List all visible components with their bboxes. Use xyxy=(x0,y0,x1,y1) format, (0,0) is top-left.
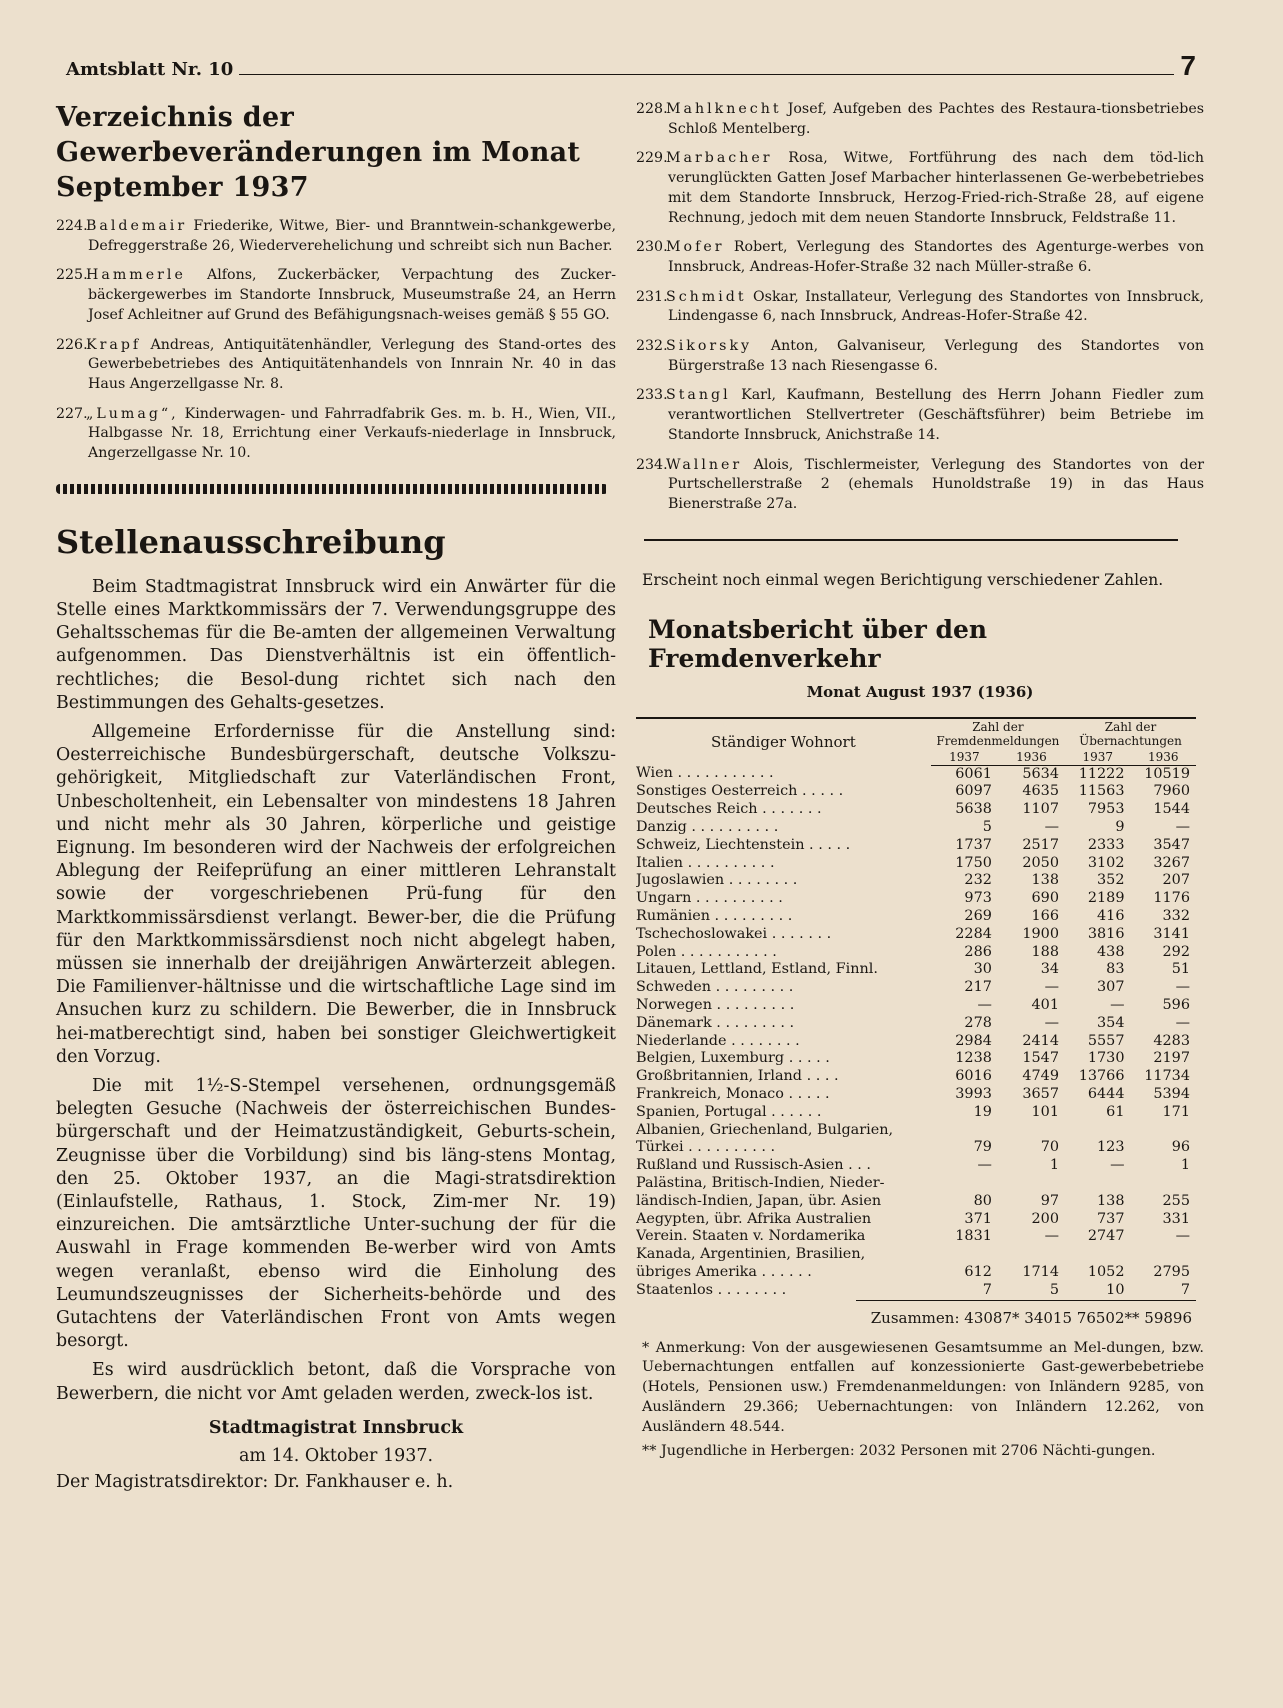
table-row xyxy=(636,1104,1196,1122)
trade-entry: 226.Krapf Andreas, Antiquitätenhändler, Verlegung des Stand-ortes des Gewerbebetriebes des Antiquitätenhandels von Innrain Nr. 40 in das Haus Angerzellgasse Nr. 8. xyxy=(56,336,616,392)
row-value: 1 xyxy=(1049,1157,1059,1174)
trade-entry: 230.Mofer Robert, Verlegung des Standortes des Agenturge-werbes von Innsbruck, Andreas-Hofer-Straße 32 nach Müller-straße 6. xyxy=(636,239,1205,275)
table-row xyxy=(636,1015,1196,1033)
row-value: 4749 xyxy=(1022,1068,1059,1085)
row-value: 5 xyxy=(1049,1281,1059,1298)
signature-org: Stadtmagistrat Innsbruck xyxy=(208,1417,464,1438)
table-row xyxy=(636,872,1196,890)
row-value: 6061 xyxy=(955,765,992,782)
row-value: 307 xyxy=(1097,979,1125,996)
row-place: Wien . . . . . . . . . . . xyxy=(636,765,774,782)
tourism-report-title: Monatsbericht über den Fremdenverkehr xyxy=(648,614,988,673)
row-value: 3993 xyxy=(955,1086,992,1102)
table-row xyxy=(636,961,1196,979)
page-header xyxy=(66,52,1196,80)
row-value: 3547 xyxy=(1153,836,1190,853)
table-row xyxy=(636,1264,1196,1282)
row-value: 7 xyxy=(1180,1281,1190,1298)
row-value xyxy=(998,1175,1065,1193)
row-value: — xyxy=(1044,819,1059,836)
table-row xyxy=(636,1211,1196,1229)
trade-entry: 231.Schmidt Oskar, Installateur, Verlegung des Standortes von Innsbruck, Lindengasse 6, nach Innsbruck, Andreas-Hofer-Straße 42. xyxy=(636,288,1205,325)
row-value: 1107 xyxy=(1022,801,1059,818)
table-row xyxy=(636,1033,1196,1051)
table-row xyxy=(636,908,1196,926)
col-year: 1937 xyxy=(931,749,998,766)
trade-changes-list-b xyxy=(636,100,1204,515)
row-value: — xyxy=(1175,1228,1190,1245)
row-place: Jugoslawien . . . . . . . . xyxy=(636,872,798,889)
row-value: 269 xyxy=(964,908,992,925)
table-row xyxy=(636,1139,1196,1157)
left-column xyxy=(56,100,616,1492)
col-year: 1936 xyxy=(1130,749,1196,766)
job-paragraph: Allgemeine Erfordernisse für die Anstellung sind: Oesterreichische Bundesbürgerschaft, deutsche Volkszu-gehörigkeit, Mitgliedschaft zur Vaterländischen Front, Unbescholtenheit, ein Lebensalter von mindestens 18 Jahren und nicht mehr als 30 Jahren, körperliche und geistige Eignung. Im besonderen wird der Nachweis der erfolgreichen Ablegung der Reifeprüfung an einer mittleren Lehranstalt sowie der vorgeschriebenen Prü-fung für den Marktkommissärsdienst verlangt. Bewer-ber, die die Prüfung für den Marktkommissärsdienst noch nicht abgelegt haben, müssen sie innerhalb der dreijährigen Anwärterzeit ablegen. Die Familienver-hältnisse und die wirtschaftliche Lage sind im Ansuchen kurz zu schildern. Die Bewerber, die in Innsbruck hei-matberechtigt sind, haben bei sonstiger Gleichwertigkeit den Vorzug. xyxy=(56,721,616,1067)
row-place: übriges Amerika . . . . . . xyxy=(636,1263,812,1280)
row-value: 11734 xyxy=(1144,1068,1190,1085)
table-row xyxy=(636,837,1196,855)
row-value: 6097 xyxy=(955,783,992,800)
row-value: 438 xyxy=(1097,943,1125,960)
row-value: 97 xyxy=(1040,1192,1059,1209)
row-value xyxy=(1130,1246,1196,1264)
trade-entry: 233.Stangl Karl, Kaufmann, Bestellung des Herrn Johann Fiedler zum verantwortlichen Stellvertreter (Geschäftsführer) beim Betriebe im Standorte Innsbruck, Anichstraße 14. xyxy=(636,387,1204,443)
total-value: 59896 xyxy=(1144,1308,1192,1327)
row-value: 9 xyxy=(1115,819,1125,836)
table-row xyxy=(636,1122,1196,1140)
row-value: 690 xyxy=(1031,890,1059,907)
publication-name: Amtsblatt Nr. 10 xyxy=(66,59,234,80)
row-value: 973 xyxy=(964,890,992,907)
row-value: 4283 xyxy=(1153,1032,1190,1049)
row-value: 5634 xyxy=(1022,765,1059,782)
row-value: 3141 xyxy=(1153,925,1190,942)
trade-entry: 227.„Lumag“, Kinderwagen- und Fahrradfabrik Ges. m. b. H., Wien, VII., Halbgasse Nr. 18, Errichtung einer Verkaufs-niederlage in Innsbruck, Angerzellgasse Nr. 10. xyxy=(56,405,616,462)
row-place: Großbritannien, Irland . . . . xyxy=(636,1068,839,1085)
row-value: 2414 xyxy=(1022,1032,1059,1049)
row-value: 2197 xyxy=(1153,1050,1190,1067)
row-place: Aegypten, übr. Afrika Australien xyxy=(636,1210,872,1227)
total-value: 43087* xyxy=(964,1308,1020,1327)
row-value: 200 xyxy=(1031,1210,1059,1227)
row-value xyxy=(998,1122,1065,1140)
row-value: 5 xyxy=(982,819,992,836)
section-divider xyxy=(56,484,608,494)
row-value: — xyxy=(1110,997,1125,1014)
table-row xyxy=(636,944,1196,962)
total-value: 34015 xyxy=(1024,1308,1072,1327)
row-value: — xyxy=(977,1157,992,1174)
table-row xyxy=(636,1246,1196,1264)
trade-entry: 234.Wallner Alois, Tischlermeister, Verlegung des Standortes von der Purtschellerstraße 2 (ehemals Hunoldstraße 19) in das Haus Bienerstraße 27a. xyxy=(636,456,1205,512)
row-value: 232 xyxy=(964,872,992,889)
row-value: 255 xyxy=(1162,1192,1190,1209)
row-value: 1052 xyxy=(1087,1263,1125,1280)
row-value: 188 xyxy=(1031,943,1059,960)
row-value: — xyxy=(1044,1014,1059,1031)
row-value: 80 xyxy=(973,1192,992,1209)
republication-note: Erscheint noch einmal wegen Berichtigung verschiedener Zahlen. xyxy=(642,570,1164,589)
row-value: 2189 xyxy=(1087,890,1125,907)
col-header-registrations: Zahl der Fremdenmeldungen xyxy=(931,718,1065,749)
row-value: 79 xyxy=(973,1139,992,1156)
table-row xyxy=(636,979,1196,997)
row-value xyxy=(1065,1122,1130,1140)
row-place: Palästina, Britisch-Indien, Nieder- xyxy=(636,1174,885,1191)
header-rule xyxy=(239,74,1174,75)
row-value: 4635 xyxy=(1022,783,1059,800)
row-value: 2284 xyxy=(955,925,992,942)
row-value: 138 xyxy=(1097,1192,1125,1209)
row-value: 278 xyxy=(964,1014,992,1031)
row-value: 2747 xyxy=(1087,1228,1125,1245)
row-value xyxy=(1130,1122,1196,1140)
row-value: 207 xyxy=(1162,872,1190,889)
table-row xyxy=(636,783,1196,801)
table-row xyxy=(636,1228,1196,1246)
row-place: Albanien, Griechenland, Bulgarien, xyxy=(636,1121,894,1138)
trade-changes-list-a xyxy=(56,217,616,464)
row-value: 217 xyxy=(964,979,992,996)
row-value: — xyxy=(1110,1157,1125,1174)
table-row xyxy=(636,855,1196,873)
job-posting-title: Stellenausschreibung xyxy=(56,522,446,561)
row-value: 70 xyxy=(1040,1139,1059,1156)
row-value: 5638 xyxy=(955,801,992,818)
row-value: 2795 xyxy=(1153,1263,1190,1280)
row-value: 138 xyxy=(1031,872,1059,889)
total-rule xyxy=(856,1300,1196,1301)
row-place: Belgien, Luxemburg . . . . . xyxy=(636,1050,830,1067)
signature-director: Der Magistratsdirektor: Dr. Fankhauser e. h. xyxy=(56,1471,454,1492)
row-value: 1714 xyxy=(1022,1263,1059,1280)
row-value: 416 xyxy=(1097,908,1125,925)
row-value: 123 xyxy=(1097,1139,1125,1156)
trade-entry: 224.Baldemair Friederike, Witwe, Bier- und Branntwein-schankgewerbe, Defreggerstraße 26, Wiederverehelichung und schreibt sich nun Bacher. xyxy=(56,218,616,254)
row-value: 371 xyxy=(964,1210,992,1227)
table-row xyxy=(636,765,1196,783)
table-row xyxy=(636,1282,1196,1300)
table-row xyxy=(636,1175,1196,1193)
signature-date: am 14. Oktober 1937. xyxy=(238,1445,434,1466)
row-value: — xyxy=(1044,1228,1059,1245)
footnote: ** Jugendliche in Herbergen: 2032 Personen mit 2706 Nächti-gungen. xyxy=(642,1442,1156,1459)
row-value: 1547 xyxy=(1022,1050,1059,1067)
col-header-overnights: Zahl der Übernachtungen xyxy=(1065,718,1196,749)
page-number: 7 xyxy=(1180,50,1196,81)
row-value: 332 xyxy=(1162,908,1190,925)
job-paragraph: Die mit 1½-S-Stempel versehenen, ordnungsgemäß belegten Gesuche (Nachweis der österreichischen Bundes-bürgerschaft und der Heimatzuständigkeit, Geburts-schein, Zeugnisse über die Vorbildung) sind bis läng-stens Montag, den 25. Oktober 1937, an die Magi-stratsdirektion (Einlaufstelle, Rathaus, 1. Stock, Zim-mer Nr. 19) einzureichen. Die amtsärztliche Unter-suchung der für die Auswahl in Frage kommenden Be-werber wird von Amts wegen veranlaßt, ebenso wird die Einholung des Leumundszeugnisses der Sicherheits-behörde und des Gutachtens der Vaterländischen Front von Amts wegen besorgt. xyxy=(56,1076,616,1352)
row-value: 1831 xyxy=(955,1228,992,1245)
row-value: — xyxy=(1175,819,1190,836)
table-row xyxy=(636,801,1196,819)
row-value xyxy=(1065,1246,1130,1264)
row-value: 1900 xyxy=(1022,925,1059,942)
row-value: 5557 xyxy=(1087,1032,1125,1049)
col-year: 1937 xyxy=(1065,749,1130,766)
row-value: 11222 xyxy=(1078,765,1125,782)
row-place: ländisch-Indien, Japan, übr. Asien xyxy=(636,1192,882,1209)
row-value: 7953 xyxy=(1087,801,1125,818)
row-place: Staatenlos . . . . . . . . xyxy=(636,1281,787,1298)
row-value: 1 xyxy=(1180,1157,1190,1174)
row-value: 3816 xyxy=(1087,925,1125,942)
job-paragraph: Es wird ausdrücklich betont, daß die Vorsprache von Bewerbern, die nicht vor Amt geladen werden, zweck-los ist. xyxy=(56,1360,616,1404)
row-value: — xyxy=(1175,979,1190,996)
row-value: 19 xyxy=(973,1103,992,1120)
row-place: Deutsches Reich . . . . . . . xyxy=(636,801,822,818)
table-row xyxy=(636,1068,1196,1086)
table-row xyxy=(636,1193,1196,1211)
row-value: 10519 xyxy=(1144,765,1190,782)
row-place: Ungarn . . . . . . . . . . xyxy=(636,890,783,907)
row-value: 7 xyxy=(982,1281,992,1298)
right-column xyxy=(636,100,1204,1461)
row-value: 166 xyxy=(1031,908,1059,925)
row-value: 2050 xyxy=(1022,854,1059,871)
row-value: 612 xyxy=(964,1263,992,1280)
row-value: 171 xyxy=(1162,1103,1190,1120)
totals-row xyxy=(636,1309,1204,1327)
row-value: 292 xyxy=(1162,943,1190,960)
row-value: 83 xyxy=(1106,961,1125,978)
row-value: 352 xyxy=(1097,872,1125,889)
row-place: Schweiz, Liechtenstein . . . . . xyxy=(636,836,851,853)
table-row xyxy=(636,997,1196,1015)
table-row xyxy=(636,1157,1196,1175)
trade-entry: 232.Sikorsky Anton, Galvaniseur, Verlegung des Standortes von Bürgerstraße 13 nach Riesengasse 6. xyxy=(636,338,1204,374)
row-value: 1544 xyxy=(1153,801,1190,818)
row-value: 1730 xyxy=(1087,1050,1125,1067)
row-value: 51 xyxy=(1171,961,1190,978)
row-place: Norwegen . . . . . . . . . xyxy=(636,997,795,1014)
row-value: 1750 xyxy=(955,854,992,871)
total-label: Zusammen: xyxy=(870,1308,960,1327)
row-value xyxy=(931,1246,998,1264)
row-place: Kanada, Argentinien, Brasilien, xyxy=(636,1246,866,1263)
job-posting-body xyxy=(56,576,616,1406)
table-row xyxy=(636,890,1196,908)
row-place: Sonstiges Oesterreich . . . . . xyxy=(636,783,844,800)
tourism-table-body xyxy=(636,765,1196,1299)
row-place: Frankreich, Monaco . . . . . xyxy=(636,1086,830,1102)
section-rule xyxy=(644,539,1178,541)
row-value xyxy=(1130,1175,1196,1193)
row-value xyxy=(1065,1175,1130,1193)
table-row xyxy=(636,819,1196,837)
tourism-report-subtitle: Monat August 1937 (1936) xyxy=(806,682,1034,701)
trade-entry: 228.Mahlknecht Josef, Aufgeben des Pachtes des Restaura-tionsbetriebes Schloß Mentelberg. xyxy=(636,101,1204,137)
total-value: 76502** xyxy=(1076,1308,1140,1327)
row-place: Schweden . . . . . . . . . xyxy=(636,979,794,996)
row-value: 96 xyxy=(1171,1139,1190,1156)
row-place: Polen . . . . . . . . . . . xyxy=(636,943,777,960)
row-place: Spanien, Portugal . . . . . . xyxy=(636,1103,822,1120)
row-value: 2333 xyxy=(1087,836,1125,853)
row-value: 5394 xyxy=(1153,1086,1190,1102)
row-value: 101 xyxy=(1031,1103,1059,1120)
row-value: 11563 xyxy=(1078,783,1125,800)
table-row xyxy=(636,1086,1196,1104)
row-place: Rußland und Russisch-Asien . . . xyxy=(636,1157,871,1174)
row-value: 30 xyxy=(973,961,992,978)
tourism-table xyxy=(636,717,1196,1300)
trade-entry: 229.Marbacher Rosa, Witwe, Fortführung des nach dem töd-lich verunglückten Gatten Josef Marbacher hinterlassenen Ge-werbebetriebes mit dem Standorte Innsbruck, Herzog-Fried-rich-Straße 28, auf eigene Rechnung, jedoch mit dem neuen Standorte Innsbruck, Feldstraße 11. xyxy=(636,150,1204,226)
row-place: Danzig . . . . . . . . . . xyxy=(636,819,779,836)
row-place: Niederlande . . . . . . . . xyxy=(636,1032,800,1049)
row-place: Tschechoslowakei . . . . . . . xyxy=(636,925,832,942)
row-value: 2517 xyxy=(1022,836,1059,853)
row-place: Rumänien . . . . . . . . . xyxy=(636,908,793,925)
trade-entry: 225.Hammerle Alfons, Zuckerbäcker, Verpachtung des Zucker-bäckergewerbes im Standorte Innsbruck, Museumstraße 24, an Herrn Josef Achleitner auf Grund des Befähigungsnach-weises gemäß § 55 GO. xyxy=(56,267,617,323)
row-value: 3102 xyxy=(1087,854,1125,871)
row-value: 2984 xyxy=(955,1032,992,1049)
row-value: 3657 xyxy=(1022,1086,1059,1102)
row-value: 596 xyxy=(1162,997,1190,1014)
row-place: Litauen, Lettland, Estland, Finnl. xyxy=(636,961,878,978)
row-value: 3267 xyxy=(1153,854,1190,871)
row-value: 6016 xyxy=(955,1068,992,1085)
row-value: 10 xyxy=(1106,1281,1125,1298)
row-value: 401 xyxy=(1031,997,1059,1014)
row-value xyxy=(931,1175,998,1193)
row-value: — xyxy=(1175,1014,1190,1031)
row-value xyxy=(931,1122,998,1140)
row-value: 7960 xyxy=(1153,783,1190,800)
row-value: 1176 xyxy=(1153,890,1190,907)
row-value: — xyxy=(977,997,992,1014)
row-value: 737 xyxy=(1097,1210,1125,1227)
table-row xyxy=(636,1050,1196,1068)
row-value: 331 xyxy=(1162,1210,1190,1227)
row-value: 286 xyxy=(964,943,992,960)
row-value: — xyxy=(1044,979,1059,996)
row-value: 1737 xyxy=(955,836,992,853)
row-value: 34 xyxy=(1040,961,1059,978)
row-value: 61 xyxy=(1106,1103,1125,1120)
row-value: 354 xyxy=(1097,1014,1125,1031)
row-value: 1238 xyxy=(955,1050,992,1067)
row-place: Türkei . . . . . . . . . . xyxy=(636,1139,776,1156)
row-place: Italien . . . . . . . . . . xyxy=(636,854,775,871)
table-row xyxy=(636,926,1196,944)
footnote: * Anmerkung: Von der ausgewiesenen Gesamtsumme an Mel-dungen, bzw. Uebernachtungen entfallen auf konzessionierte Gast-gewerbebetriebe (Hotels, Pensionen usw.) Fremdenanmeldungen: von Inländern 9285, von Ausländern 29.366; Uebernachtungen: von Inländern 12.262, von Ausländern 48.544. xyxy=(642,1339,1204,1435)
col-year: 1936 xyxy=(998,749,1065,766)
col-header-place: Ständiger Wohnort xyxy=(636,718,931,766)
row-place: Dänemark . . . . . . . . . xyxy=(636,1014,795,1031)
row-value xyxy=(998,1246,1065,1264)
row-place: Verein. Staaten v. Nordamerika xyxy=(636,1228,866,1245)
row-value: 6444 xyxy=(1087,1086,1125,1102)
job-paragraph: Beim Stadtmagistrat Innsbruck wird ein Anwärter für die Stelle eines Marktkommissärs der 7. Verwendungsgruppe des Gehaltsschemas für die Be-amten der allgemeinen Verwaltung aufgenommen. Das Dienstverhältnis ist ein öffentlich-rechtliches; die Besol-dung richtet sich nach den Bestimmungen des Gehalts-gesetzes. xyxy=(56,576,616,713)
row-value: 13766 xyxy=(1078,1068,1125,1085)
trade-changes-title: Verzeichnis der Gewerbeveränderungen im Monat September 1937 xyxy=(56,102,581,203)
